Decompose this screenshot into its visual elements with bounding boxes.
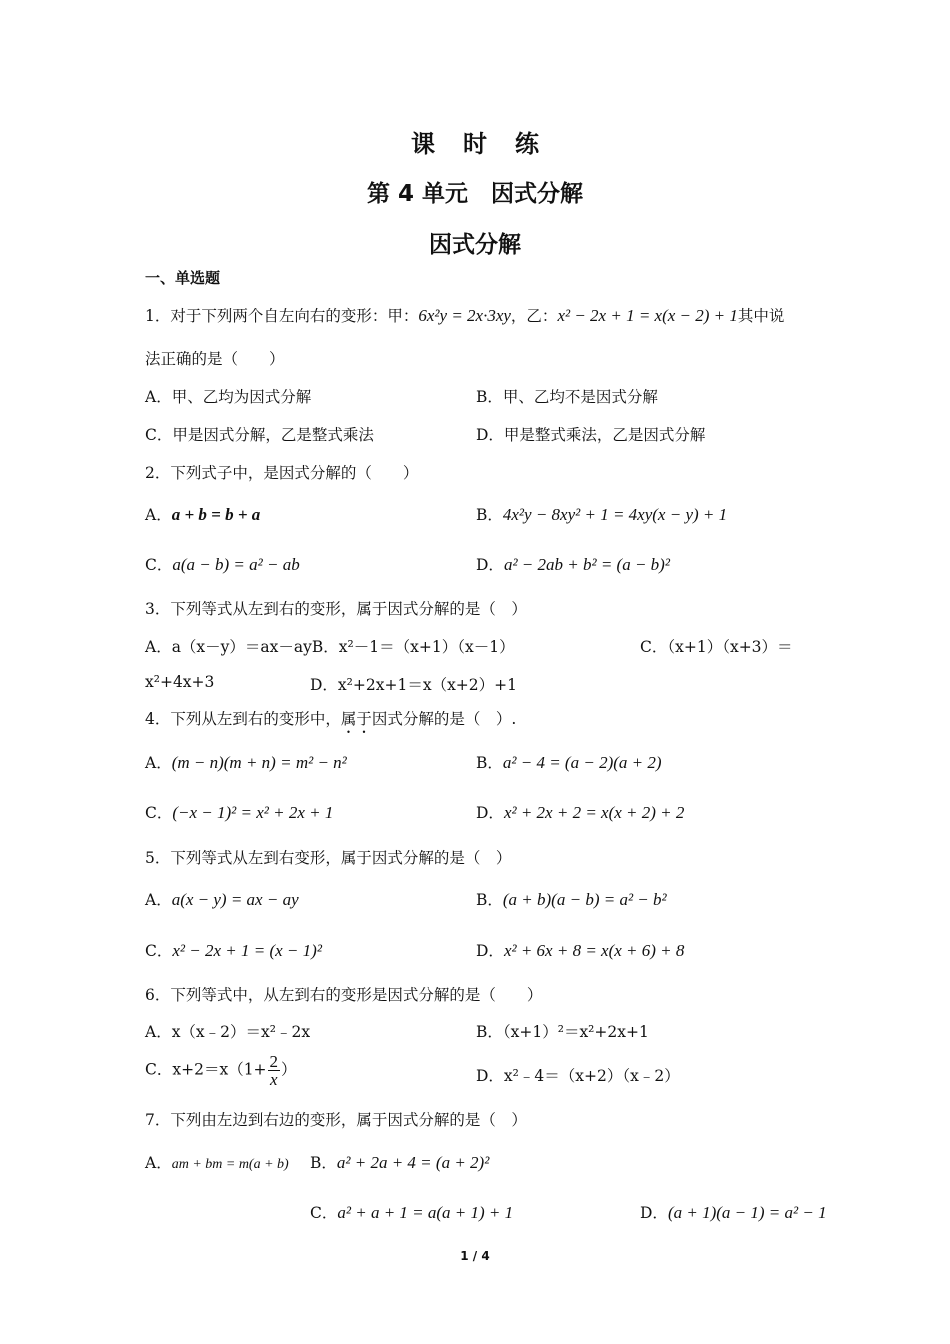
q1-text-b: ，乙： bbox=[510, 307, 558, 325]
question-6-stem: 6．下列等式中，从左到右的变形是因式分解的是（ ） bbox=[145, 986, 543, 1004]
q4-emphasis: 属于 bbox=[340, 710, 372, 728]
q4-c-label: C． bbox=[145, 804, 173, 822]
q6-option-b: B．（x+1）²＝x²+2x+1 bbox=[476, 1023, 649, 1041]
q1-text-a: 1．对于下列两个自左向右的变形：甲： bbox=[145, 307, 419, 325]
q7-option-d bbox=[640, 1201, 827, 1223]
q1-option-c: C．甲是因式分解，乙是整式乘法 bbox=[145, 426, 374, 444]
q7-a-math: am + bm = m(a + b) bbox=[171, 1157, 289, 1172]
q1-math-b: x² − 2x + 1 = x(x − 2) + 1 bbox=[557, 306, 738, 325]
q7-option-c bbox=[310, 1201, 513, 1223]
q4-b-label: B． bbox=[476, 754, 503, 772]
q3-option-ab: A．a（x－y）＝ax－ayB．x²－1＝（x+1）（x－1） bbox=[145, 638, 515, 656]
fraction-numerator: 2 bbox=[269, 1052, 279, 1071]
q7-a-label: A． bbox=[145, 1154, 172, 1172]
q2-option-a bbox=[145, 503, 260, 525]
unit-title: 第 4 单元 因式分解 bbox=[366, 181, 584, 207]
q2-a-label: A． bbox=[145, 506, 172, 524]
q2-option-c bbox=[145, 553, 300, 575]
q4-text-b: 因式分解的是（ ）. bbox=[371, 710, 517, 728]
question-2-stem: 2．下列式子中，是因式分解的（ ） bbox=[145, 464, 419, 482]
section-heading: 一、单选题 bbox=[145, 269, 221, 287]
q2-b-math: 4x²y − 8xy² + 1 = 4xy(x − y) + 1 bbox=[502, 505, 728, 524]
q3-option-d: D．x²+2x+1＝x（x+2）+1 bbox=[310, 676, 518, 694]
q3-option-c-cont: x²+4x+3 bbox=[145, 673, 215, 691]
question-1-stem bbox=[145, 304, 784, 326]
question-4-stem bbox=[145, 707, 516, 737]
question-5-stem: 5．下列等式从左到右变形，属于因式分解的是（ ） bbox=[145, 849, 512, 867]
q4-option-b bbox=[476, 751, 662, 773]
q2-option-b bbox=[476, 503, 727, 525]
q7-option-a bbox=[145, 1151, 289, 1173]
q6-option-d: D．x²﹣4＝（x+2）（x﹣2） bbox=[476, 1067, 680, 1085]
q5-option-d bbox=[476, 939, 684, 961]
q3-option-c: C．（x+1）（x+3）＝ bbox=[640, 638, 793, 656]
title-char-3: 练 bbox=[515, 130, 539, 158]
q2-c-label: C． bbox=[145, 556, 173, 574]
q4-d-label: D． bbox=[476, 804, 504, 822]
q7-d-math: (a + 1)(a − 1) = a² − 1 bbox=[667, 1203, 827, 1222]
q1-text-c: 其中说 bbox=[737, 307, 785, 325]
q2-a-math: a + b = b + a bbox=[171, 505, 261, 524]
q5-option-b bbox=[476, 888, 667, 910]
q4-option-d bbox=[476, 801, 684, 823]
q7-c-label: C． bbox=[310, 1204, 338, 1222]
q5-c-math: x² − 2x + 1 = (x − 1)² bbox=[172, 941, 322, 960]
q6-c-text: C．x+2＝x（1+ bbox=[145, 1060, 267, 1079]
q4-d-math: x² + 2x + 2 = x(x + 2) + 2 bbox=[503, 803, 685, 822]
q6-option-a: A．x（x﹣2）＝x²﹣2x bbox=[145, 1023, 311, 1041]
q5-a-math: a(x − y) = ax − ay bbox=[171, 890, 299, 909]
q4-a-label: A． bbox=[145, 754, 172, 772]
q6-option-c bbox=[145, 1053, 297, 1088]
q5-b-label: B． bbox=[476, 891, 503, 909]
q2-d-math: a² − 2ab + b² = (a − b)² bbox=[503, 555, 670, 574]
q5-b-math: (a + b)(a − b) = a² − b² bbox=[502, 890, 667, 909]
q7-d-label: D． bbox=[640, 1204, 668, 1222]
q4-text-a: 4．下列从左到右的变形中， bbox=[145, 710, 341, 728]
q1-option-a: A．甲、乙均为因式分解 bbox=[145, 388, 312, 406]
q1-option-b: B．甲、乙均不是因式分解 bbox=[476, 388, 658, 406]
q5-c-label: C． bbox=[145, 942, 173, 960]
q2-b-label: B． bbox=[476, 506, 503, 524]
question-1-stem-cont: 法正确的是（ ） bbox=[145, 350, 285, 368]
q4-a-math: (m − n)(m + n) = m² − n² bbox=[171, 753, 347, 772]
q5-option-c bbox=[145, 939, 322, 961]
q2-c-math: a(a − b) = a² − ab bbox=[172, 555, 300, 574]
q2-d-label: D． bbox=[476, 556, 504, 574]
q2-option-d bbox=[476, 553, 670, 575]
q7-b-label: B． bbox=[310, 1154, 337, 1172]
q7-c-math: a² + a + 1 = a(a + 1) + 1 bbox=[337, 1203, 514, 1222]
q5-a-label: A． bbox=[145, 891, 172, 909]
page-number: 1 / 4 bbox=[460, 1249, 490, 1263]
fraction-denominator: x bbox=[270, 1070, 278, 1089]
q6-c-close: ） bbox=[281, 1060, 297, 1079]
q5-option-a bbox=[145, 888, 299, 910]
q4-c-math: (−x − 1)² = x² + 2x + 1 bbox=[172, 803, 334, 822]
q5-d-label: D． bbox=[476, 942, 504, 960]
q4-option-c bbox=[145, 801, 333, 823]
doc-title bbox=[0, 124, 950, 159]
q1-math-a: 6x²y = 2x·3xy bbox=[418, 306, 511, 325]
topic-title: 因式分解 bbox=[429, 232, 521, 258]
q1-option-d: D．甲是整式乘法，乙是因式分解 bbox=[476, 426, 706, 444]
q5-d-math: x² + 6x + 8 = x(x + 6) + 8 bbox=[503, 941, 685, 960]
q4-option-a bbox=[145, 751, 347, 773]
q7-b-math: a² + 2a + 4 = (a + 2)² bbox=[336, 1153, 490, 1172]
question-7-stem: 7．下列由左边到右边的变形，属于因式分解的是（ ） bbox=[145, 1111, 527, 1129]
q4-b-math: a² − 4 = (a − 2)(a + 2) bbox=[502, 753, 662, 772]
title-char-2: 时 bbox=[463, 130, 487, 158]
question-3-stem: 3．下列等式从左到右的变形，属于因式分解的是（ ） bbox=[145, 600, 527, 618]
title-char-1: 课 bbox=[411, 130, 435, 158]
q7-option-b bbox=[310, 1151, 489, 1173]
q6-c-fraction bbox=[268, 1053, 281, 1088]
